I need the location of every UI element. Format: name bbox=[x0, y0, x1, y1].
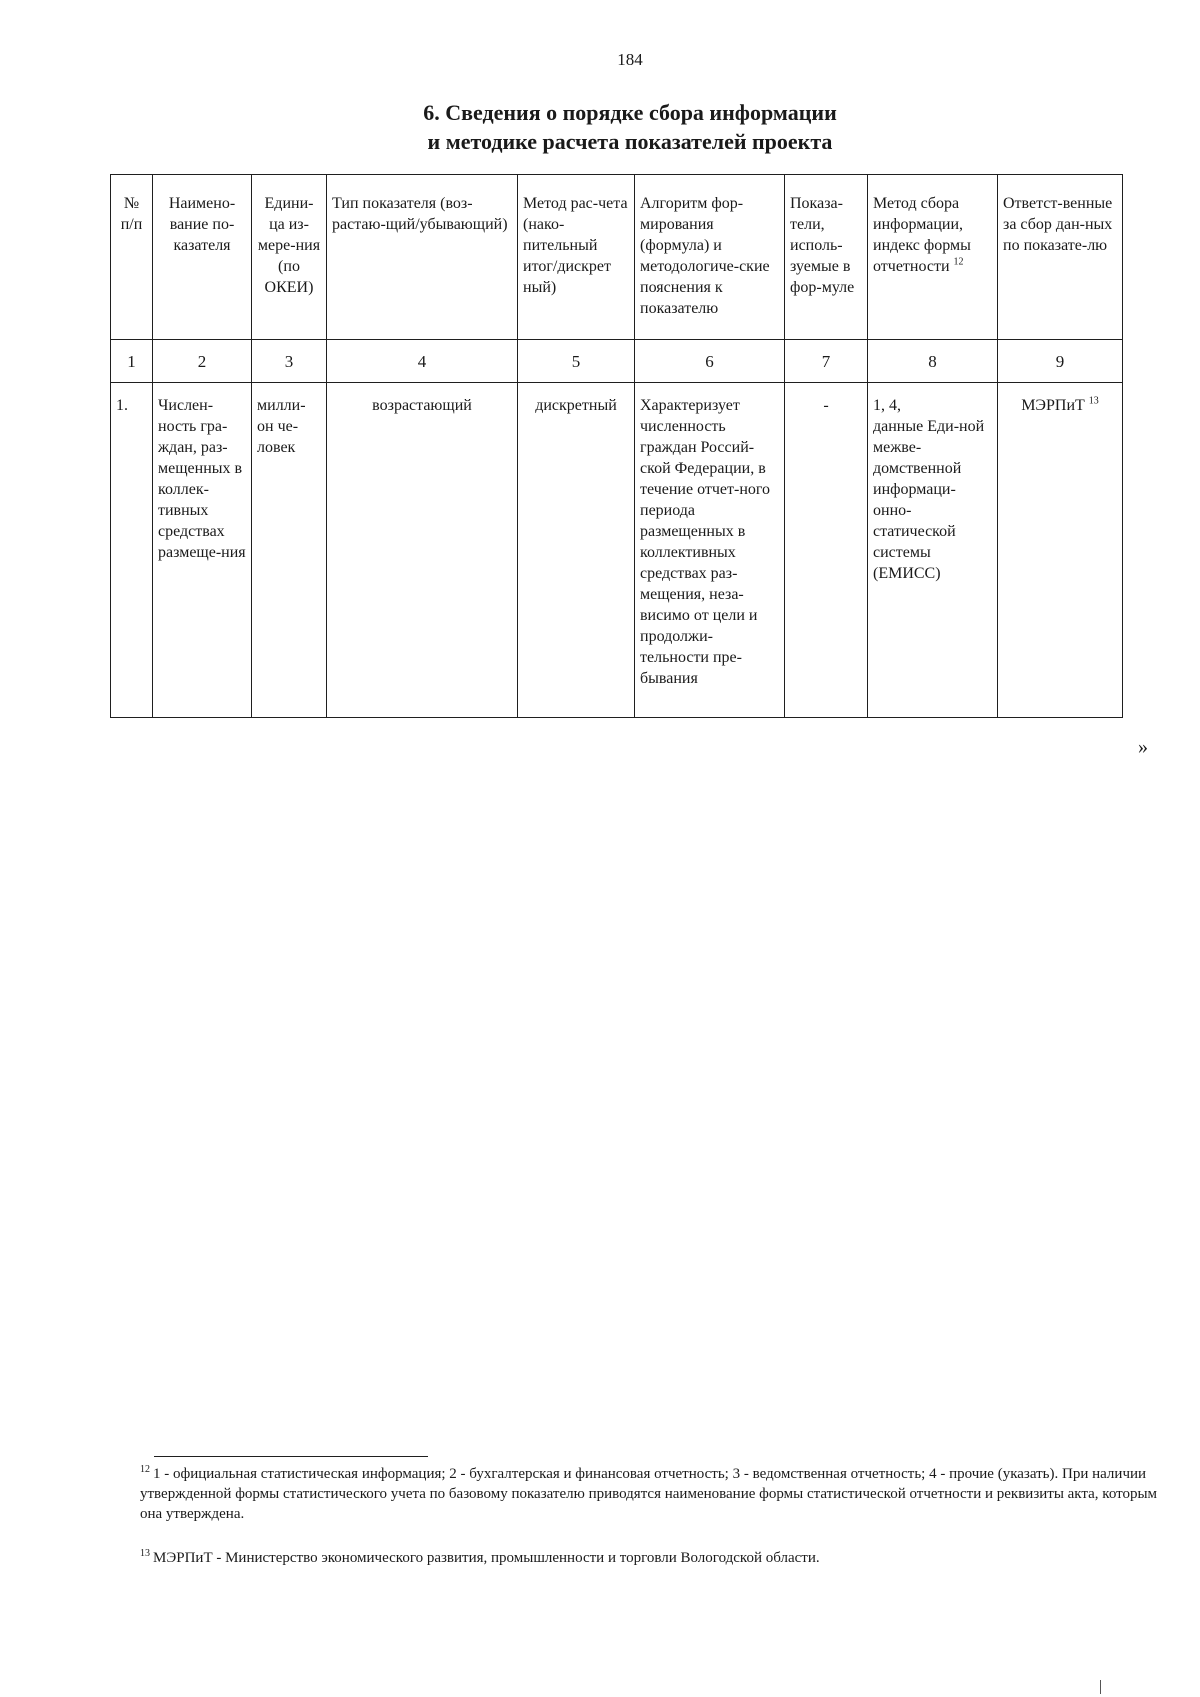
scan-mark bbox=[1100, 1680, 1101, 1694]
header-cell-unit: Едини-ца из-мере-ния (по ОКЕИ) bbox=[252, 175, 327, 340]
footnote-13 bbox=[140, 1548, 1170, 1568]
table-row bbox=[111, 383, 1123, 718]
collection-method-source: данные Еди-ной межве-домственной информаци-онно-статической системы (ЕМИСС) bbox=[873, 418, 985, 582]
column-number: 1 bbox=[111, 340, 153, 383]
responsible-text: МЭРПиТ bbox=[1021, 397, 1085, 414]
cell-responsible bbox=[998, 383, 1123, 718]
cell-algorithm: Характеризует численность граждан Россий-ской Федерации, в течение отчет-ного периода размещенных в коллективных средствах раз-мещения, неза-висимо от цели и продолжи-тельности пре-бывания bbox=[635, 383, 785, 718]
footnote-12-text: 1 - официальная статистическая информация; 2 - бухгалтерская и финансовая отчетность; 3 - ведомственная отчетность; 4 - прочие (указать). При наличии утвержденной формы статистического учета по базовому показателю приводятся наименование формы статистической отчетности и реквизиты акта, которым она утверждена. bbox=[140, 1466, 1158, 1522]
column-number: 5 bbox=[518, 340, 635, 383]
footnote-ref-13: 13 bbox=[1088, 395, 1099, 407]
header-cell-method: Метод рас-чета (нако-пительный итог/дискрет ный) bbox=[518, 175, 635, 340]
cell-num: 1. bbox=[111, 383, 153, 718]
column-number: 8 bbox=[868, 340, 998, 383]
table-header-row bbox=[111, 175, 1123, 340]
footnote-12 bbox=[140, 1464, 1170, 1524]
header-cell-responsible: Ответст-венные за сбор дан-ных по показате-лю bbox=[998, 175, 1123, 340]
footnote-13-text: МЭРПиТ - Министерство экономического развития, промышленности и торговли Вологодской области. bbox=[153, 1550, 820, 1566]
indicators-table bbox=[110, 174, 1123, 718]
column-number: 4 bbox=[327, 340, 518, 383]
closing-quote: » bbox=[1138, 736, 1148, 758]
column-number: 3 bbox=[252, 340, 327, 383]
footnote-ref-12: 12 bbox=[953, 256, 964, 268]
header-collection-text: Метод сбора информации, индекс формы отчетности bbox=[873, 195, 971, 275]
footnote-12-mark: 12 bbox=[140, 1464, 150, 1475]
cell-type: возрастающий bbox=[327, 383, 518, 718]
header-cell-name: Наимено-вание по-казателя bbox=[153, 175, 252, 340]
column-number: 2 bbox=[153, 340, 252, 383]
header-cell-type: Тип показателя (воз-растаю-щий/убывающий) bbox=[327, 175, 518, 340]
title-line-2: и методике расчета показателей проекта bbox=[427, 129, 833, 154]
footnote-13-mark: 13 bbox=[140, 1548, 150, 1559]
column-number: 7 bbox=[785, 340, 868, 383]
collection-method-codes: 1, 4, bbox=[873, 397, 901, 414]
footnote-divider bbox=[154, 1456, 428, 1457]
cell-formula-indicators: - bbox=[785, 383, 868, 718]
title-line-1: 6. Сведения о порядке сбора информации bbox=[423, 100, 837, 125]
header-cell-collection-method bbox=[868, 175, 998, 340]
column-number: 6 bbox=[635, 340, 785, 383]
header-cell-num: № п/п bbox=[111, 175, 153, 340]
cell-method: дискретный bbox=[518, 383, 635, 718]
header-cell-algorithm: Алгоритм фор-мирования (формула) и методологиче-ские пояснения к показателю bbox=[635, 175, 785, 340]
page-number: 184 bbox=[617, 50, 643, 69]
column-number: 9 bbox=[998, 340, 1123, 383]
cell-unit: милли-он че-ловек bbox=[252, 383, 327, 718]
header-cell-formula-indicators: Показа-тели, исполь-зуемые в фор-муле bbox=[785, 175, 868, 340]
cell-collection-method bbox=[868, 383, 998, 718]
column-number-row bbox=[111, 340, 1123, 383]
section-title bbox=[0, 98, 1200, 156]
cell-name: Числен-ность гра-ждан, раз-мещенных в коллек-тивных средствах размеще-ния bbox=[153, 383, 252, 718]
